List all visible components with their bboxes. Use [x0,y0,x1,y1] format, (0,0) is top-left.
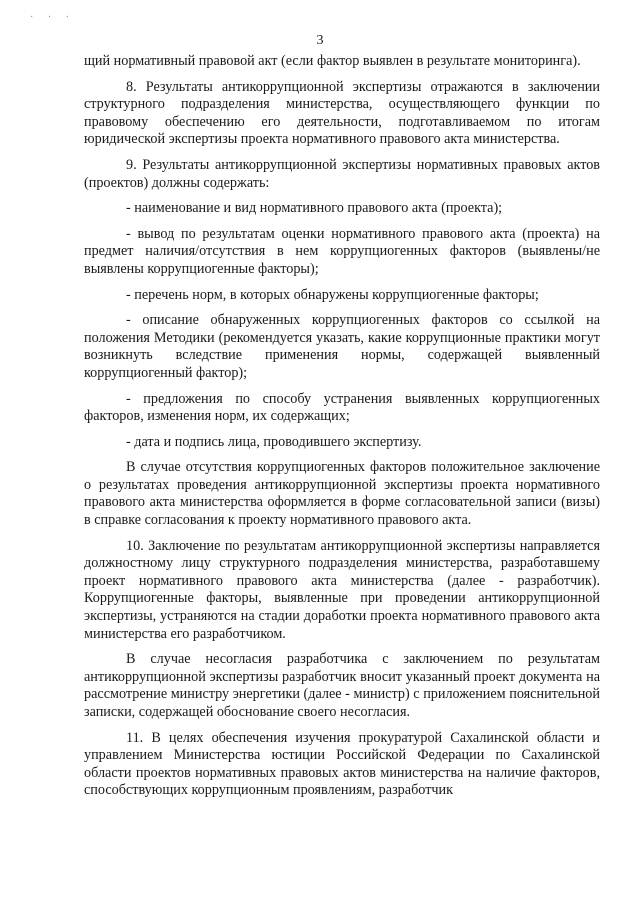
paragraph: - предложения по способу устранения выявленных коррупциогенных факторов, изменения норм, их содержащих; [84,390,600,425]
page-number: 3 [316,33,324,48]
paragraph: - дата и подпись лица, проводившего экспертизу. [126,433,422,450]
paragraph: - описание обнаруженных коррупциогенных факторов со ссылкой на положения Методики (рекомендуется указать, какие коррупционные практики могут возникнуть вследствие применения нормы, содержащей выявленный коррупциогенный фактор); [84,312,600,381]
document-body [84,53,600,808]
paragraph: - перечень норм, в которых обнаружены коррупциогенные факторы; [126,286,539,303]
corner-marks: · · · [30,12,75,23]
paragraph: В случае отсутствия коррупциогенных факторов положительное заключение о результатах проведения антикоррупционной экспертизы проекта нормативного правового акта министерства оформляется в форме согласовательной записи (визы) в справке согласования к проекту нормативного правового акта. [84,459,600,529]
paragraph: 11. В целях обеспечения изучения прокуратурой Сахалинской области и управлением Министерства юстиции Российской Федерации по Сахалинской области проектов нормативных правовых актов министерства на наличие факторов, способствующих коррупционным проявлениям, разработчик [84,729,600,799]
paragraph: - вывод по результатам оценки нормативного правового акта (проекта) на предмет наличия/отсутствия в нем коррупциогенных факторов (выявлены/не выявлены коррупциогенные факторы); [84,225,600,277]
paragraph: 10. Заключение по результатам антикоррупционной экспертизы направляется должностному лицу структурного подразделения министерства, разработавшему проект нормативного правового акта министерства (далее - разработчик). Коррупциогенные факторы, выявленные при проведении антикоррупционной экспертизы, устраняются на стадии доработки проекта нормативного правового акта министерства его разработчиком. [84,537,600,642]
paragraph: щий нормативный правовой акт (если фактор выявлен в результате мониторинга). [84,53,581,69]
paragraph: 9. Результаты антикоррупционной экспертизы нормативных правовых актов (проектов) должны содержать: [84,156,600,191]
paragraph: 8. Результаты антикоррупционной экспертизы отражаются в заключении структурного подразделения министерства, осуществляющего функции по правовому обеспечению его деятельности, подготавливаемом по итогам юридической экспертизы проекта нормативного правового акта министерства. [84,78,600,148]
paragraph: В случае несогласия разработчика с заключением по результатам антикоррупционной экспертизы разработчик вносит указанный проект документа на рассмотрение министру энергетики (далее - министр) с приложением пояснительной записки, содержащей обоснование своего несогласия. [84,651,600,720]
paragraph: - наименование и вид нормативного правового акта (проекта); [126,200,503,217]
